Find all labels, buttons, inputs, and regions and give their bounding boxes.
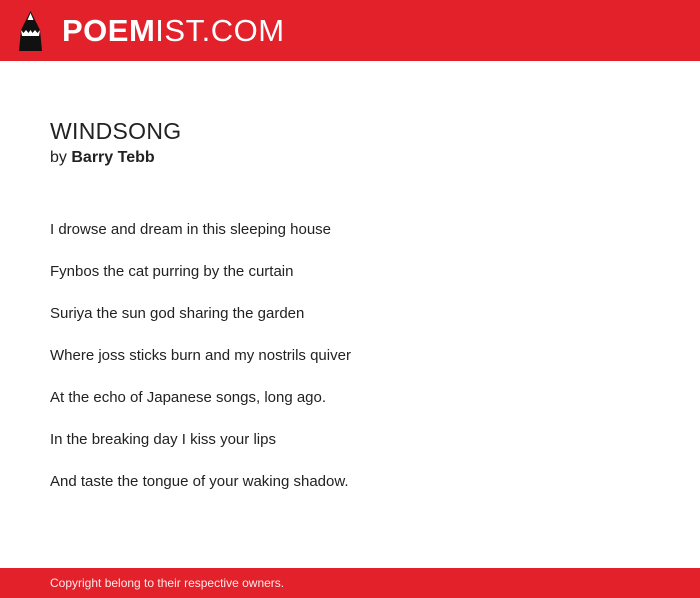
poem-line: I drowse and dream in this sleeping house [50,221,332,238]
byline-label: by [50,149,67,166]
pencil-icon [18,10,43,52]
poem-body [50,221,650,491]
poem-byline [50,147,650,169]
site-footer [0,568,700,598]
poem-line: In the breaking day I kiss your lips [50,431,276,448]
poem-author: Barry Tebb [71,149,155,166]
brand-name-bold: POEM [62,13,156,48]
poem-content [50,117,650,515]
poem-title: WINDSONG [50,118,182,144]
poem-line: Where joss sticks burn and my nostrils quiver [50,347,351,364]
poem-line: And taste the tongue of your waking shadow. [50,473,349,490]
brand-name [62,9,285,53]
copyright-notice: Copyright belong to their respective owners. [50,576,285,590]
brand-name-light: IST.COM [155,13,285,48]
poem-line: Suriya the sun god sharing the garden [50,305,305,322]
poem-line: Fynbos the cat purring by the curtain [50,263,294,280]
site-logo-link[interactable] [18,9,285,53]
poem-line: At the echo of Japanese songs, long ago. [50,389,327,406]
site-header [0,0,700,61]
